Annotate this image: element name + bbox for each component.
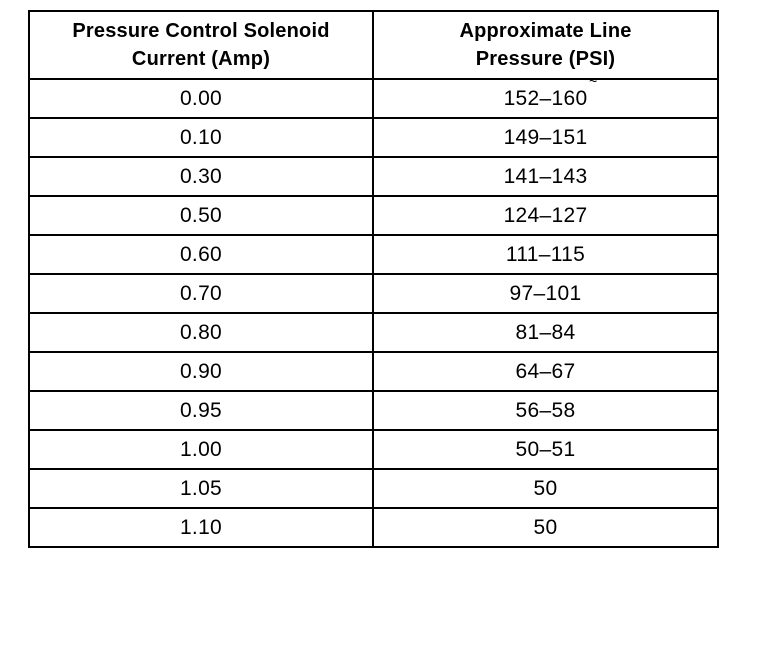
table-header-row: [29, 11, 718, 79]
pressure-cell: 56–58: [373, 391, 718, 430]
pressure-cell: 149–151: [373, 118, 718, 157]
current-cell: 0.50: [29, 196, 373, 235]
current-cell: 1.05: [29, 469, 373, 508]
pressure-cell: 81–84: [373, 313, 718, 352]
header-solenoid-current: [29, 11, 373, 79]
header-line-pressure-line2: Pressure (PSI): [475, 48, 616, 70]
header-solenoid-current-line1: Pressure Control Solenoid: [72, 20, 330, 42]
pressure-value: 152–160 ~: [504, 87, 588, 111]
current-cell: 0.90: [29, 352, 373, 391]
table-row: [29, 196, 718, 235]
table-row: [29, 391, 718, 430]
header-line-pressure-line1: Approximate Line: [459, 20, 632, 42]
pressure-cell: 50–51: [373, 430, 718, 469]
current-cell: 0.60: [29, 235, 373, 274]
pressure-cell: [373, 79, 718, 118]
current-cell: 0.95: [29, 391, 373, 430]
pressure-cell: 111–115: [373, 235, 718, 274]
table-row: [29, 430, 718, 469]
pressure-cell: 50: [373, 508, 718, 547]
table-row: [29, 352, 718, 391]
table-row: [29, 235, 718, 274]
pressure-cell: 124–127: [373, 196, 718, 235]
current-cell: 1.10: [29, 508, 373, 547]
pressure-cell: 50: [373, 469, 718, 508]
pressure-table-container: [28, 10, 717, 548]
table-row: [29, 274, 718, 313]
table-row: [29, 469, 718, 508]
pressure-cell: 141–143: [373, 157, 718, 196]
table-row: [29, 79, 718, 118]
current-cell: 0.00: [29, 79, 373, 118]
pressure-solenoid-table: [28, 10, 719, 548]
table-row: [29, 508, 718, 547]
table-row: [29, 118, 718, 157]
current-cell: 0.70: [29, 274, 373, 313]
current-cell: 0.10: [29, 118, 373, 157]
header-solenoid-current-line2: Current (Amp): [131, 48, 271, 70]
current-cell: 0.80: [29, 313, 373, 352]
current-cell: 0.30: [29, 157, 373, 196]
pressure-cell: 64–67: [373, 352, 718, 391]
table-row: [29, 157, 718, 196]
pressure-cell: 97–101: [373, 274, 718, 313]
current-cell: 1.00: [29, 430, 373, 469]
header-line-pressure: [373, 11, 718, 79]
table-row: [29, 313, 718, 352]
